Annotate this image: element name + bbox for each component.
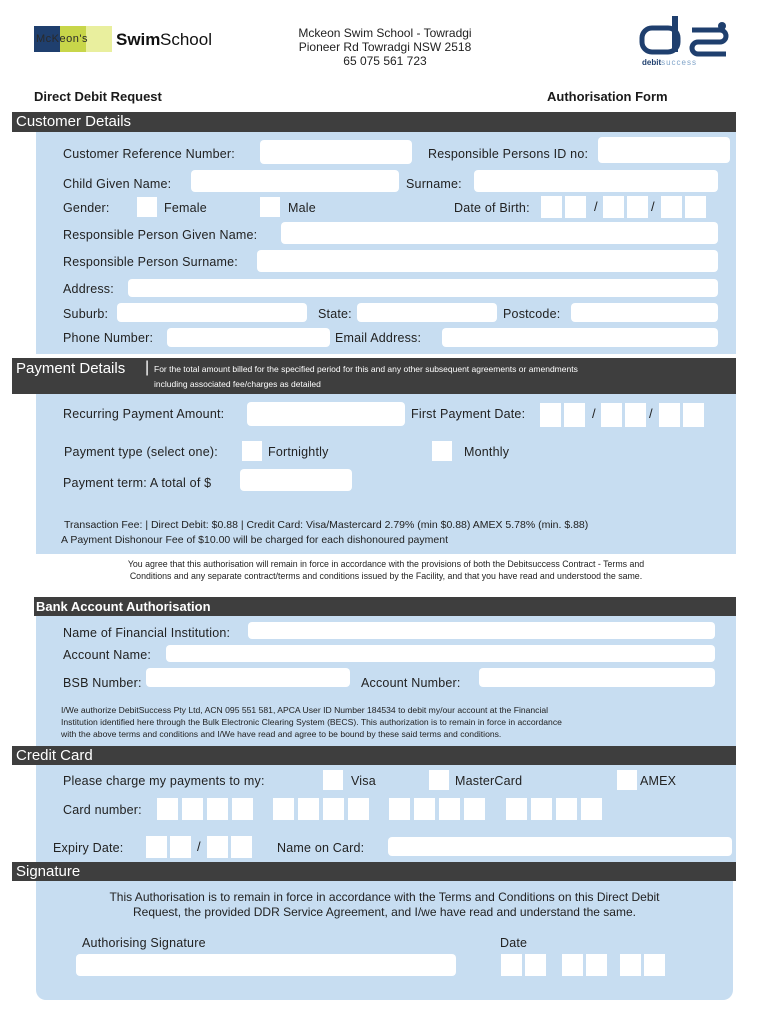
resp-surname-label: Responsible Person Surname: [63, 255, 238, 269]
dob-month-1[interactable] [603, 196, 624, 218]
card-digit[interactable] [581, 798, 602, 820]
dob-month-2[interactable] [627, 196, 648, 218]
card-digit[interactable] [531, 798, 552, 820]
male-checkbox[interactable] [260, 197, 280, 217]
payment-details-sep: | [145, 359, 150, 376]
expiry-year-2[interactable] [231, 836, 252, 858]
resp-id-label: Responsible Persons ID no: [428, 147, 589, 161]
auth-signature-input[interactable] [76, 954, 456, 976]
card-digit[interactable] [414, 798, 435, 820]
expiry-label: Expiry Date: [53, 841, 124, 855]
first-date-slash-1: / [592, 406, 596, 421]
bank-title: Bank Account Authorisation [36, 599, 211, 614]
visa-checkbox[interactable] [323, 770, 343, 790]
card-digit[interactable] [439, 798, 460, 820]
credit-card-header [12, 746, 736, 765]
monthly-checkbox[interactable] [432, 441, 452, 461]
institution-input[interactable] [248, 622, 715, 639]
signature-header [12, 862, 736, 881]
first-date-slash-2: / [649, 406, 653, 421]
debitsuccess-logo [638, 14, 730, 70]
sig-date-year-1[interactable] [620, 954, 641, 976]
school-name: Mckeon Swim School - Towradgi [298, 26, 472, 40]
account-name-input[interactable] [166, 645, 715, 662]
mastercard-label: MasterCard [455, 774, 523, 788]
fortnightly-label: Fortnightly [268, 445, 329, 459]
card-digit[interactable] [273, 798, 294, 820]
postcode-label: Postcode: [503, 307, 561, 321]
female-checkbox[interactable] [137, 197, 157, 217]
dob-day-1[interactable] [541, 196, 562, 218]
card-digit[interactable] [464, 798, 485, 820]
bank-auth-text [61, 704, 736, 740]
card-digit[interactable] [556, 798, 577, 820]
signature-text [36, 890, 733, 920]
first-date-day-1[interactable] [540, 403, 561, 427]
postcode-input[interactable] [571, 303, 718, 322]
charge-label: Please charge my payments to my: [63, 774, 265, 788]
sig-date-day-2[interactable] [525, 954, 546, 976]
dob-year-2[interactable] [685, 196, 706, 218]
account-number-label: Account Number: [361, 676, 461, 690]
female-label: Female [164, 201, 207, 215]
agreement-line-1: You agree that this authorisation will remain in force in accordance with the provisions of both the Debitsuccess Contract - Terms and [127, 559, 645, 569]
dob-slash-1: / [594, 199, 598, 214]
sig-date-year-2[interactable] [644, 954, 665, 976]
mckeon-logo [34, 26, 224, 58]
gender-label: Gender: [63, 201, 110, 215]
fortnightly-checkbox[interactable] [242, 441, 262, 461]
bank-header [34, 597, 736, 616]
resp-surname-input[interactable] [257, 250, 718, 272]
customer-ref-label: Customer Reference Number: [63, 147, 235, 161]
payment-type-label: Payment type (select one): [64, 445, 218, 459]
first-date-month-1[interactable] [601, 403, 622, 427]
signature-date-label: Date [500, 936, 528, 950]
surname-label: Surname: [406, 177, 462, 191]
phone-label: Phone Number: [63, 331, 154, 345]
first-date-year-2[interactable] [683, 403, 704, 427]
bank-auth-line-2: Institution identified here through the Bulk Electronic Clearing System (BECS). This authorization is to remain in force in accordance [61, 717, 562, 727]
state-input[interactable] [357, 303, 497, 322]
card-digit[interactable] [506, 798, 527, 820]
expiry-slash: / [197, 839, 201, 854]
visa-label: Visa [351, 774, 376, 788]
card-digit[interactable] [348, 798, 369, 820]
amex-label: AMEX [640, 774, 677, 788]
ds-logo-debit: debit [642, 58, 662, 67]
child-given-input[interactable] [191, 170, 399, 192]
suburb-label: Suburb: [63, 307, 109, 321]
first-date-month-2[interactable] [625, 403, 646, 427]
payment-details-title: Payment Details [16, 360, 126, 377]
name-on-card-label: Name on Card: [277, 841, 365, 855]
dob-slash-2: / [651, 199, 655, 214]
transaction-fee-line: Transaction Fee: | Direct Debit: $0.88 | Credit Card: Visa/Mastercard 2.79% (min $0.88) AMEX 5.78% (min. $.88) [64, 519, 589, 531]
phone-input[interactable] [167, 328, 330, 347]
bank-auth-line-1: I/We authorize DebitSuccess Pty Ltd, ACN 095 551 581, APCA User ID Number 184534 to debit my/our account at the Financial [61, 705, 549, 715]
bsb-label: BSB Number: [63, 676, 142, 690]
resp-given-label: Responsible Person Given Name: [63, 228, 258, 242]
card-digit[interactable] [157, 798, 178, 820]
card-digit[interactable] [298, 798, 319, 820]
monthly-label: Monthly [464, 445, 510, 459]
school-address: Pioneer Rd Towradgi NSW 2518 [298, 40, 472, 54]
card-digit[interactable] [389, 798, 410, 820]
customer-details-header [12, 112, 736, 132]
agreement-text [36, 558, 736, 582]
payment-term-label: Payment term: A total of $ [63, 476, 212, 490]
school-address-block [250, 26, 520, 68]
dob-label: Date of Birth: [454, 201, 530, 215]
card-digit[interactable] [182, 798, 203, 820]
sig-date-month-2[interactable] [586, 954, 607, 976]
credit-card-title: Credit Card [16, 747, 93, 764]
card-number-label: Card number: [63, 803, 142, 817]
amex-checkbox[interactable] [617, 770, 637, 790]
logo-school-text: School [160, 30, 212, 49]
name-on-card-input[interactable] [388, 837, 732, 856]
form-title-left: Direct Debit Request [34, 89, 162, 104]
signature-line-1: This Authorisation is to remain in force in accordance with the Terms and Conditions on this Direct Debit [109, 890, 660, 904]
resp-given-input[interactable] [281, 222, 718, 244]
form-title-right: Authorisation Form [547, 89, 668, 104]
first-date-label: First Payment Date: [411, 407, 526, 421]
dishonour-fee-line: A Payment Dishonour Fee of $10.00 will be charged for each dishonoured payment [61, 534, 448, 546]
bsb-input[interactable] [146, 668, 350, 687]
ds-logo-success: success [661, 58, 698, 67]
customer-details-title: Customer Details [16, 113, 132, 130]
recurring-label: Recurring Payment Amount: [63, 407, 225, 421]
suburb-input[interactable] [117, 303, 307, 322]
signature-line-2: Request, the provided DDR Service Agreement, and I/we have read and understand the same. [133, 905, 636, 919]
first-date-year-1[interactable] [659, 403, 680, 427]
sig-date-month-1[interactable] [562, 954, 583, 976]
card-digit[interactable] [232, 798, 253, 820]
email-input[interactable] [442, 328, 718, 347]
child-given-label: Child Given Name: [63, 177, 172, 191]
mastercard-checkbox[interactable] [429, 770, 449, 790]
sig-date-day-1[interactable] [501, 954, 522, 976]
state-label: State: [318, 307, 352, 321]
agreement-line-2: Conditions and any separate contract/terms and conditions issued by the Facility, and that you have read and understood the same. [129, 571, 643, 581]
logo-mckeon-text: McKeon's [36, 33, 88, 45]
address-label: Address: [63, 282, 114, 296]
dob-day-2[interactable] [565, 196, 586, 218]
dob-year-1[interactable] [661, 196, 682, 218]
recurring-input[interactable] [247, 402, 405, 426]
payment-details-note-1: For the total amount billed for the specified period for this and any other subsequent agreements or amendments [154, 364, 578, 374]
card-digit[interactable] [207, 798, 228, 820]
card-digit[interactable] [323, 798, 344, 820]
account-name-label: Account Name: [63, 648, 152, 662]
payment-details-header [12, 358, 736, 394]
logo-swim-text: Swim [116, 30, 161, 49]
male-label: Male [288, 201, 316, 215]
signature-title: Signature [16, 863, 81, 880]
payment-term-input[interactable] [240, 469, 352, 491]
customer-ref-input[interactable] [260, 140, 412, 164]
school-abn: 65 075 561 723 [343, 54, 427, 68]
expiry-month-2[interactable] [170, 836, 191, 858]
surname-input[interactable] [474, 170, 718, 192]
payment-details-note-2: including associated fee/charges as detailed [154, 379, 321, 389]
expiry-month-1[interactable] [146, 836, 167, 858]
expiry-year-1[interactable] [207, 836, 228, 858]
resp-id-input[interactable] [598, 137, 730, 163]
institution-label: Name of Financial Institution: [63, 626, 231, 640]
first-date-day-2[interactable] [564, 403, 585, 427]
bank-auth-line-3: with the above terms and conditions and I/We have read and agree to be bound by these said terms and conditions. [61, 729, 502, 739]
email-label: Email Address: [335, 331, 422, 345]
auth-signature-label: Authorising Signature [82, 936, 206, 950]
account-number-input[interactable] [479, 668, 715, 687]
address-input[interactable] [128, 279, 718, 297]
